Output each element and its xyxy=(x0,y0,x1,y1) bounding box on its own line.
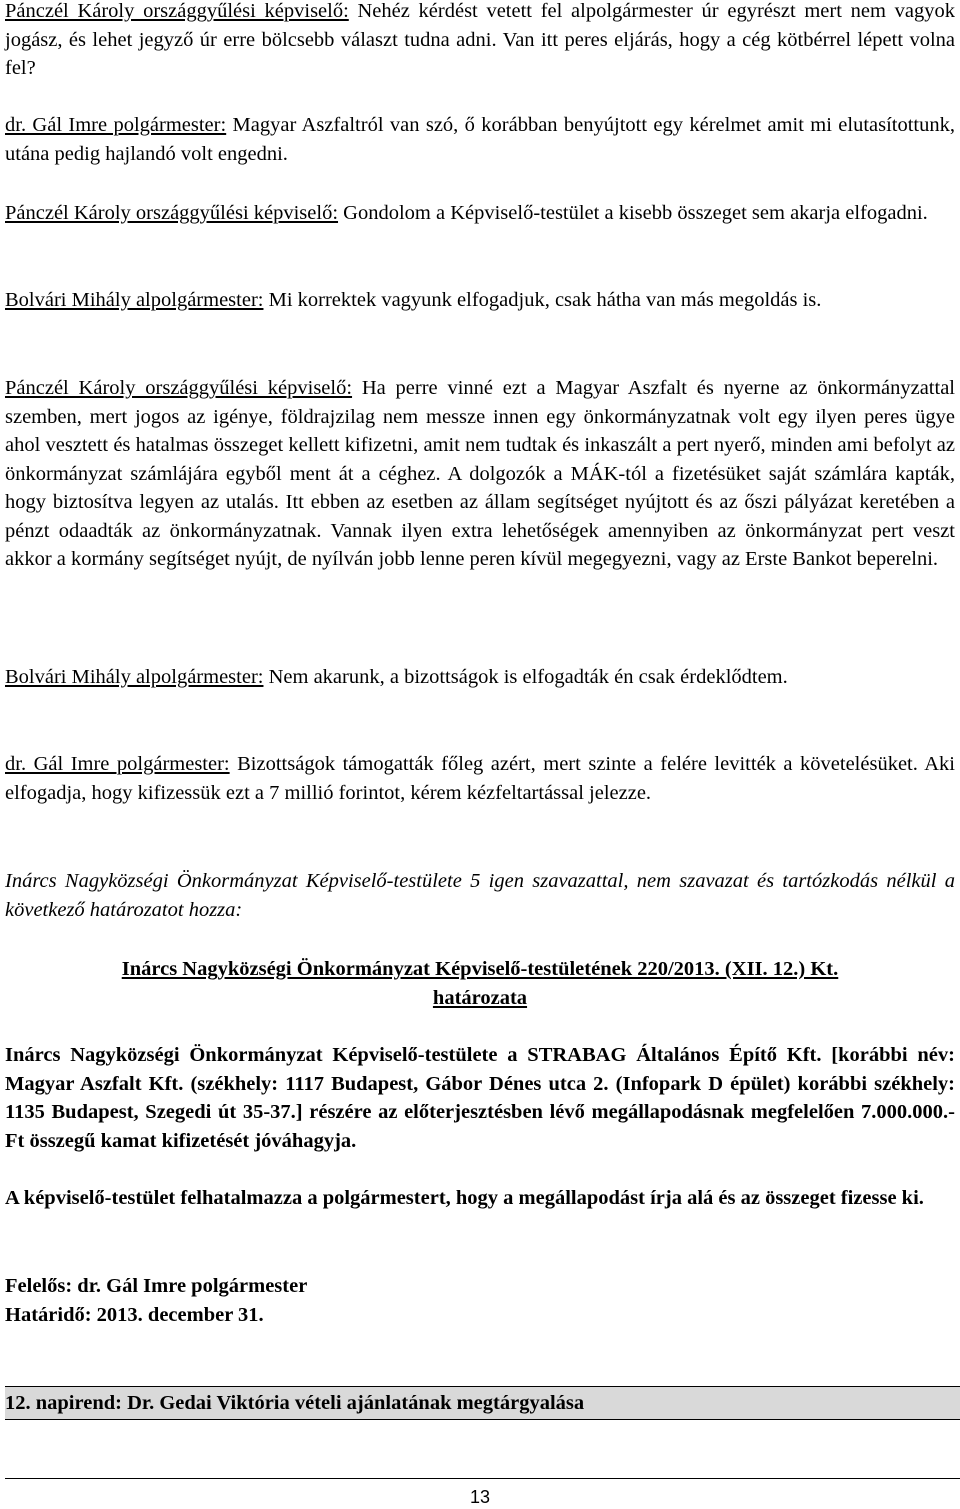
paragraph-7 xyxy=(5,750,955,807)
speaker-label: dr. Gál Imre polgármester: xyxy=(5,114,227,136)
speech-text: Nem akarunk, a bizottságok is elfogadták én csak érdeklődtem. xyxy=(263,666,788,688)
paragraph-4 xyxy=(5,286,955,315)
page-number: 13 xyxy=(469,1487,491,1507)
footer-rule xyxy=(5,1478,960,1479)
speaker-label: dr. Gál Imre polgármester: xyxy=(5,753,230,775)
speech-text: Ha perre vinné ezt a Magyar Aszfalt és nyerne az önkormányzattal szemben, mert jogos az igénye, földrajzilag nem messze innen egy önkormányzatnak volt egy ilyen peres ügye ahol vesztett és hatalmas összeget kellett kifizetni, amit nem tudtak és inkaszált a pert nyerő, minden ami befolyt az önkormányzat számlájára egyből ment át a céghez. A dolgozók a MÁK-tól a fizetésüket saját számlára kapták, hogy biztosítva legyen az utalás. Itt ebben az esetben az állam segítséget nyújtott és az őszi pályázat keretében a pénzt odaadták az önkormányzatnak. Vannak ilyen extra lehetőségek amennyiben az önkormányzat pert veszt akkor a kormány segítséget nyújt, de nyílván jobb lenne peren kívül megegyezni, vagy az Erste Bankot beperelni. xyxy=(5,377,955,570)
paragraph-3 xyxy=(5,199,955,228)
vote-statement: Inárcs Nagyközségi Önkormányzat Képviselő-testülete 5 igen szavazattal, nem szavazat és tartózkodás nélkül a következő határozatot hozza: xyxy=(5,870,955,921)
resolution-body: Inárcs Nagyközségi Önkormányzat Képviselő-testülete a STRABAG Általános Építő Kft. [korábbi név: Magyar Aszfalt Kft. (székhely: 1117 Budapest, Gábor Dénes utca 2. (Infopark D épület) korábbi székhely: 1135 Budapest, Szegedi út 35-37.] részére az előterjesztésben lévő megállapodásnak megfelelően 7.000.000.-Ft összegű kamat kifizetését jóváhagyja. xyxy=(5,1044,955,1152)
responsible-line: Felelős: dr. Gál Imre polgármester xyxy=(5,1275,308,1297)
agenda-item-heading: 12. napirend: Dr. Gedai Viktória vételi ajánlatának megtárgyalása xyxy=(5,1387,960,1419)
paragraph-2 xyxy=(5,111,955,168)
paragraph-6 xyxy=(5,663,955,692)
speaker-label: Pánczél Károly országgyűlési képviselő: xyxy=(5,202,339,224)
speech-text: Mi korrektek vagyunk elfogadjuk, csak hátha van más megoldás is. xyxy=(263,289,822,311)
resolution-subtitle: határozata xyxy=(432,987,528,1009)
speech-text: Bizottságok támogatták főleg azért, mert szinte a felére levitték a követelésüket. Aki elfogadja, hogy kifizessük ezt a 7 millió forintot, kérem kézfeltartással jelezze. xyxy=(5,753,956,804)
resolution-authorization: A képviselő-testület felhatalmazza a polgármestert, hogy a megállapodást írja alá és az összeget fizesse ki. xyxy=(5,1187,924,1209)
speaker-label: Pánczél Károly országgyűlési képviselő: xyxy=(5,377,353,399)
deadline-line: Határidő: 2013. december 31. xyxy=(5,1304,264,1326)
speaker-label: Bolvári Mihály alpolgármester: xyxy=(5,666,264,688)
speech-text: Nehéz kérdést vetett fel alpolgármester úr egyrészt mert nem vagyok jogász, és lehet jegyző úr erre bölcsebb választ tudna adni. Van itt peres eljárás, hogy a cég kötbérrel lépett volna fel? xyxy=(5,0,955,79)
speech-text: Gondolom a Képviselő-testület a kisebb összeget sem akarja elfogadni. xyxy=(338,202,928,224)
agenda-bottom-rule xyxy=(5,1419,960,1420)
paragraph-1 xyxy=(5,0,955,83)
speech-text: Magyar Aszfaltról van szó, ő korábban benyújtott egy kérelmet amit mi elutasítottunk, utána pedig hajlandó volt engedni. xyxy=(5,114,955,165)
speaker-label: Bolvári Mihály alpolgármester: xyxy=(5,289,264,311)
paragraph-5 xyxy=(5,374,955,574)
speaker-label: Pánczél Károly országgyűlési képviselő: xyxy=(5,0,349,22)
resolution-title: Inárcs Nagyközségi Önkormányzat Képviselő-testületének 220/2013. (XII. 12.) Kt. xyxy=(121,958,839,980)
